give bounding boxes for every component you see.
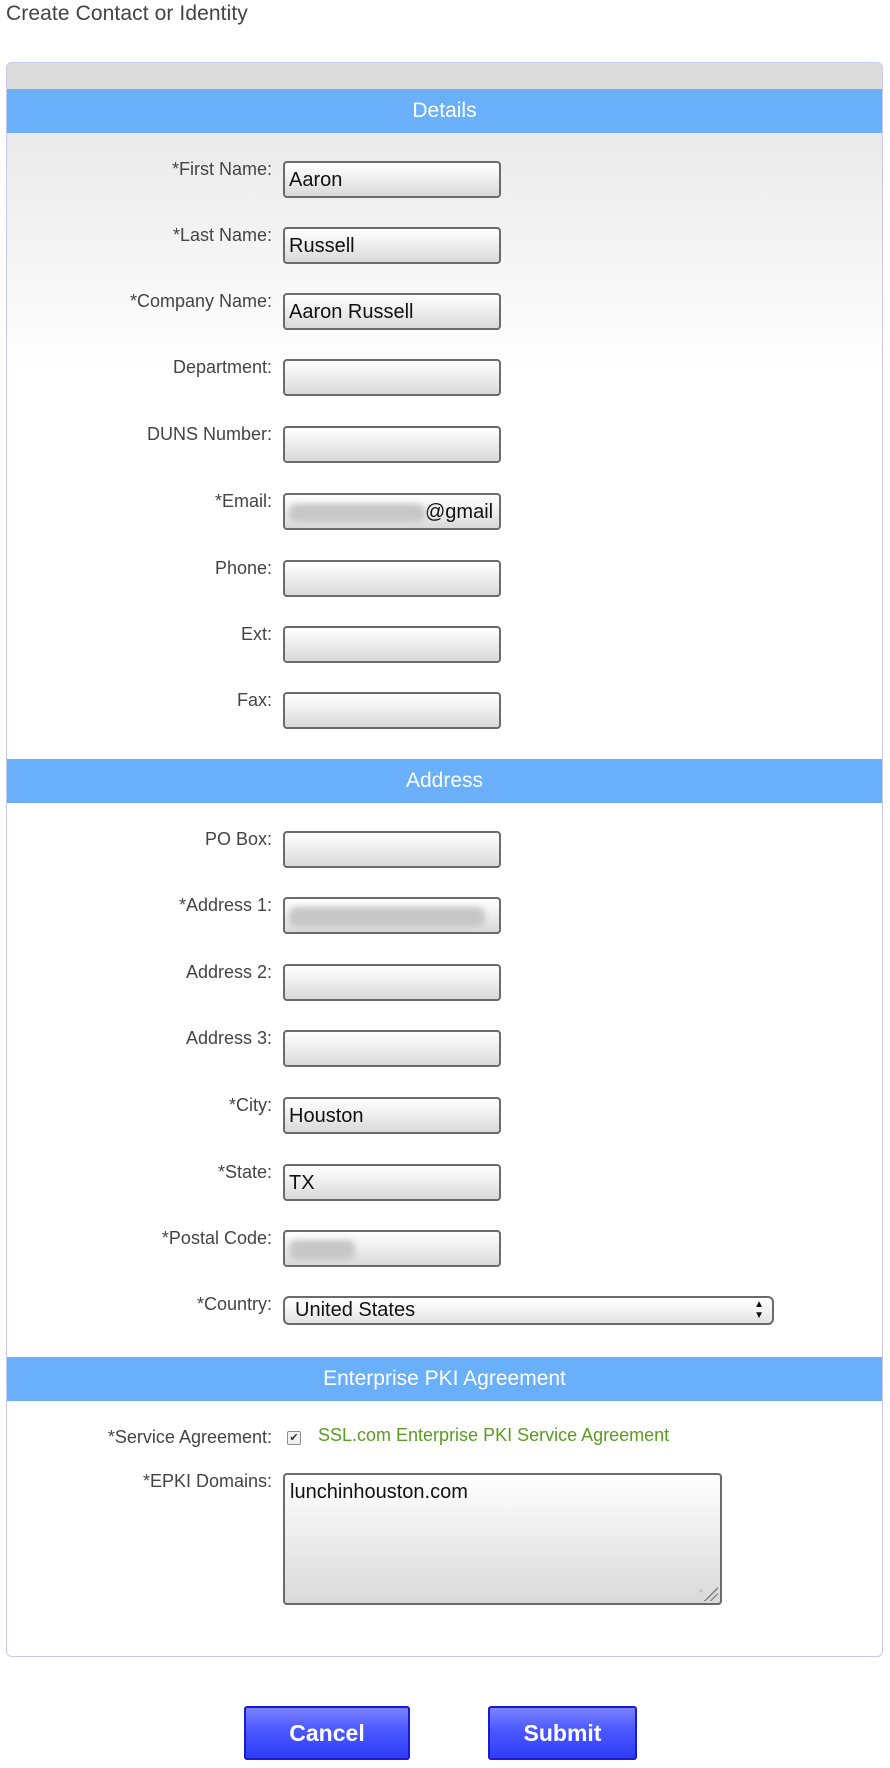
first-name-input[interactable]: Aaron xyxy=(283,161,501,198)
po-box-input[interactable] xyxy=(283,831,501,868)
address1-label: *Address 1: xyxy=(178,895,272,915)
epki-domains-label: *EPKI Domains: xyxy=(142,1471,272,1491)
city-label: *City: xyxy=(228,1095,272,1115)
service-agreement-label: *Service Agreement: xyxy=(107,1427,272,1447)
fax-label: Fax: xyxy=(236,690,272,710)
email-input[interactable] xyxy=(283,493,501,530)
country-selected-value: United States xyxy=(295,1299,416,1321)
epki-domains-value: lunchinhouston.com xyxy=(290,1481,468,1503)
select-arrows-icon: ▲ ▼ xyxy=(754,1299,764,1321)
phone-label: Phone: xyxy=(214,558,272,578)
email-domain-text: @gmail xyxy=(425,501,494,523)
redacted-email-user xyxy=(289,504,425,522)
redacted-address1 xyxy=(289,907,485,927)
state-label: *State: xyxy=(217,1162,272,1182)
address2-label: Address 2: xyxy=(185,962,272,982)
email-label: *Email: xyxy=(214,491,272,511)
address3-input[interactable] xyxy=(283,1030,501,1067)
department-label: Department: xyxy=(172,357,272,377)
department-input[interactable] xyxy=(283,359,501,396)
phone-input[interactable] xyxy=(283,560,501,597)
company-name-label: *Company Name: xyxy=(129,291,272,311)
ext-input[interactable] xyxy=(283,626,501,663)
redacted-postal-code xyxy=(289,1240,355,1260)
address1-input[interactable] xyxy=(283,897,501,934)
page-title: Create Contact or Identity xyxy=(6,2,248,25)
ext-label: Ext: xyxy=(240,624,272,644)
first-name-label: *First Name: xyxy=(171,159,272,179)
cancel-button[interactable]: Cancel xyxy=(244,1706,410,1760)
resize-grip-icon[interactable] xyxy=(704,1587,718,1601)
checkmark-icon: ✔ xyxy=(289,1432,299,1444)
section-header-epki: Enterprise PKI Agreement xyxy=(7,1357,882,1401)
address2-input[interactable] xyxy=(283,964,501,1001)
country-label: *Country: xyxy=(196,1294,272,1314)
country-select[interactable] xyxy=(283,1296,774,1325)
postal-code-input[interactable] xyxy=(283,1230,501,1267)
city-input[interactable]: Houston xyxy=(283,1097,501,1134)
po-box-label: PO Box: xyxy=(204,829,272,849)
duns-number-input[interactable] xyxy=(283,426,501,463)
section-header-details: Details xyxy=(7,89,882,133)
postal-code-label: *Postal Code: xyxy=(161,1228,272,1248)
section-header-address: Address xyxy=(7,759,882,803)
company-name-input[interactable]: Aaron Russell xyxy=(283,293,501,330)
epki-domains-textarea[interactable] xyxy=(283,1473,722,1605)
service-agreement-link[interactable]: SSL.com Enterprise PKI Service Agreement xyxy=(318,1425,670,1445)
fax-input[interactable] xyxy=(283,692,501,729)
submit-button[interactable]: Submit xyxy=(488,1706,637,1760)
duns-number-label: DUNS Number: xyxy=(146,424,272,444)
service-agreement-checkbox[interactable] xyxy=(287,1431,301,1445)
address3-label: Address 3: xyxy=(185,1028,272,1048)
last-name-input[interactable]: Russell xyxy=(283,227,501,264)
autofill-indicator-icon: ◔ xyxy=(695,1583,704,1599)
last-name-label: *Last Name: xyxy=(172,225,272,245)
contact-form-panel xyxy=(6,62,883,1657)
state-input[interactable]: TX xyxy=(283,1164,501,1201)
